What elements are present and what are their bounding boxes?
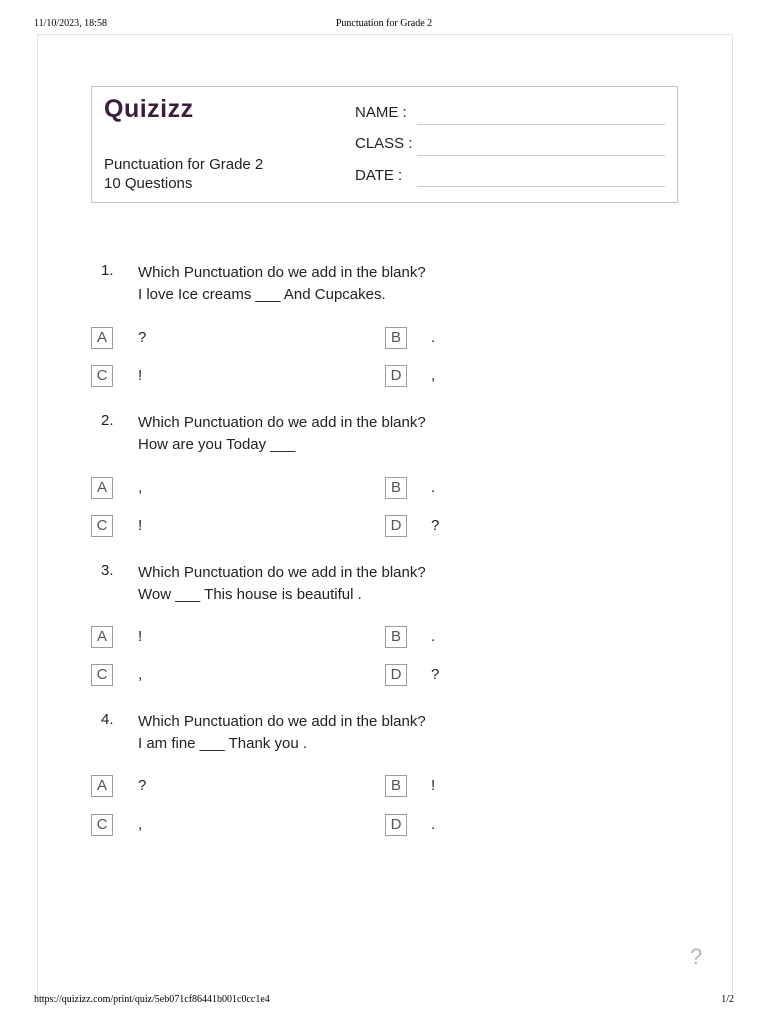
print-url: https://quizizz.com/print/quiz/5eb071cf86441b001c0cc1e4 bbox=[34, 994, 270, 1005]
option-a-text: ? bbox=[138, 329, 147, 346]
question-sentence: Wow ___ This house is beautiful . bbox=[138, 586, 362, 603]
question-sentence: How are you Today ___ bbox=[138, 436, 296, 453]
name-field[interactable] bbox=[417, 124, 665, 125]
quizizz-logo: Quizizz bbox=[104, 95, 194, 123]
option-b-box[interactable]: B bbox=[385, 775, 407, 797]
print-datetime: 11/10/2023, 18:58 bbox=[34, 18, 107, 29]
option-a-box[interactable]: A bbox=[91, 327, 113, 349]
question-number: 1. bbox=[101, 262, 114, 279]
option-d-text: , bbox=[431, 367, 436, 384]
option-d-box[interactable]: D bbox=[385, 814, 407, 836]
option-d-text: ? bbox=[431, 517, 440, 534]
option-b-box[interactable]: B bbox=[385, 626, 407, 648]
option-d-box[interactable]: D bbox=[385, 365, 407, 387]
option-b-box[interactable]: B bbox=[385, 477, 407, 499]
option-c-text: ! bbox=[138, 517, 143, 534]
class-field[interactable] bbox=[417, 155, 665, 156]
question-prompt: Which Punctuation do we add in the blank? bbox=[138, 713, 426, 730]
page-number: 1/2 bbox=[721, 994, 734, 1005]
question-text bbox=[138, 262, 426, 306]
quiz-info-box bbox=[91, 86, 678, 203]
option-c-box[interactable]: C bbox=[91, 664, 113, 686]
question-count: 10 Questions bbox=[104, 175, 193, 192]
option-d-text: ? bbox=[431, 666, 440, 683]
print-title: Punctuation for Grade 2 bbox=[335, 18, 433, 29]
option-b-text: . bbox=[431, 479, 436, 496]
question-number: 2. bbox=[101, 412, 114, 429]
question-text bbox=[138, 711, 426, 755]
option-a-box[interactable]: A bbox=[91, 477, 113, 499]
option-a-box[interactable]: A bbox=[91, 775, 113, 797]
help-icon[interactable]: ? bbox=[690, 944, 703, 969]
question-2 bbox=[0, 412, 768, 552]
option-b-text: . bbox=[431, 628, 436, 645]
option-b-text: ! bbox=[431, 777, 436, 794]
question-text bbox=[138, 412, 426, 456]
option-c-box[interactable]: C bbox=[91, 515, 113, 537]
question-sentence: I love Ice creams ___ And Cupcakes. bbox=[138, 286, 386, 303]
question-text bbox=[138, 562, 426, 606]
option-b-box[interactable]: B bbox=[385, 327, 407, 349]
option-d-box[interactable]: D bbox=[385, 515, 407, 537]
class-label: CLASS : bbox=[355, 135, 413, 152]
option-d-box[interactable]: D bbox=[385, 664, 407, 686]
name-label: NAME : bbox=[355, 104, 407, 121]
question-number: 4. bbox=[101, 711, 114, 728]
option-a-text: ? bbox=[138, 777, 147, 794]
option-c-box[interactable]: C bbox=[91, 814, 113, 836]
option-c-text: ! bbox=[138, 367, 143, 384]
option-d-text: . bbox=[431, 816, 436, 833]
option-a-text: ! bbox=[138, 628, 143, 645]
date-label: DATE : bbox=[355, 167, 403, 184]
question-prompt: Which Punctuation do we add in the blank? bbox=[138, 414, 426, 431]
print-header bbox=[34, 18, 734, 30]
question-number: 3. bbox=[101, 562, 114, 579]
question-prompt: Which Punctuation do we add in the blank? bbox=[138, 264, 426, 281]
option-c-text: , bbox=[138, 816, 143, 833]
print-footer bbox=[34, 994, 734, 1006]
question-4 bbox=[0, 711, 768, 851]
option-b-text: . bbox=[431, 329, 436, 346]
question-sentence: I am fine ___ Thank you . bbox=[138, 735, 307, 752]
option-a-text: , bbox=[138, 479, 143, 496]
question-prompt: Which Punctuation do we add in the blank? bbox=[138, 564, 426, 581]
option-a-box[interactable]: A bbox=[91, 626, 113, 648]
question-1 bbox=[0, 262, 768, 402]
question-3 bbox=[0, 562, 768, 702]
date-field[interactable] bbox=[417, 186, 665, 187]
option-c-box[interactable]: C bbox=[91, 365, 113, 387]
option-c-text: , bbox=[138, 666, 143, 683]
quiz-title: Punctuation for Grade 2 bbox=[104, 156, 264, 173]
